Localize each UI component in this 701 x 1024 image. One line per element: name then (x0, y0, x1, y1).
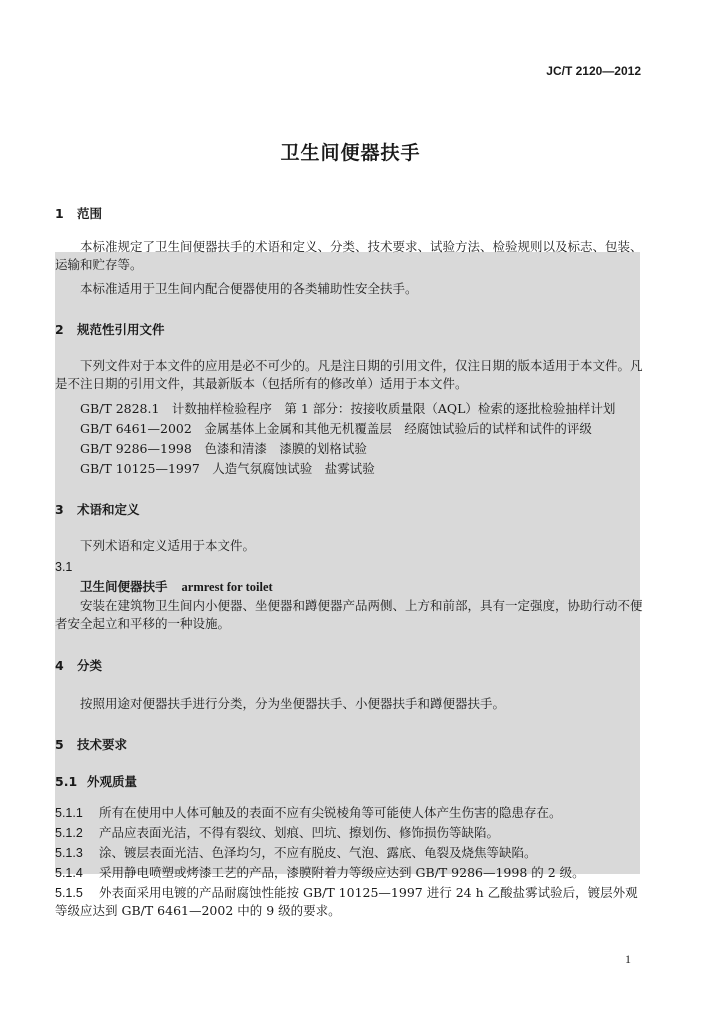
clause-text: 涂、镀层表面光洁、色泽均匀，不应有脱皮、气泡、露底、龟裂及烧焦等缺陷。 (99, 845, 537, 860)
clause-number: 5.1.3 (55, 846, 83, 860)
section-4-heading (55, 656, 102, 674)
section-1-paragraph-1: 本标准规定了卫生间便器扶手的术语和定义、分类、技术要求、试验方法、检验规则以及标志、包装、运输和贮存等。 (55, 239, 643, 272)
term-english: armrest for toilet (181, 580, 273, 594)
clause (55, 844, 537, 862)
section-number: 2 (55, 322, 64, 337)
subsection-5-1-heading (55, 772, 137, 790)
section-1-paragraph-2: 本标准适用于卫生间内配合便器使用的各类辅助性安全扶手。 (80, 281, 418, 296)
clause (55, 884, 643, 920)
term-definition: 安装在建筑物卫生间内小便器、坐便器和蹲便器产品两侧、上方和前部，具有一定强度，协助行动不便者安全起立和平移的一种设施。 (55, 598, 643, 631)
reference-item: GB/T 2828.1 计数抽样检验程序 第 1 部分：按接收质量限（AQL）检索的逐批检验抽样计划 (80, 401, 616, 416)
section-1-heading (55, 204, 102, 222)
section-4-paragraph: 按照用途对便器扶手进行分类，分为坐便器扶手、小便器扶手和蹲便器扶手。 (80, 696, 506, 711)
section-5-heading (55, 735, 127, 753)
clause-number: 5.1.5 (55, 886, 83, 900)
section-number: 3 (55, 502, 64, 517)
standard-number: JC/T 2120—2012 (546, 64, 641, 78)
section-number: 5 (55, 737, 64, 752)
reference-item: GB/T 9286—1998 色漆和清漆 漆膜的划格试验 (80, 441, 367, 456)
term-chinese: 卫生间便器扶手 (80, 579, 168, 594)
section-title: 范围 (77, 206, 103, 221)
section-2-heading (55, 320, 165, 338)
clause-text: 所有在使用中人体可触及的表面不应有尖锐棱角等可能使人体产生伤害的隐患存在。 (99, 805, 562, 820)
clause-text: 产品应表面光洁，不得有裂纹、划痕、凹坑、擦划伤、修饰损伤等缺陷。 (99, 825, 500, 840)
section-number: 1 (55, 206, 64, 221)
clause-number: 5.1.1 (55, 806, 83, 820)
clause-number: 5.1.4 (55, 866, 83, 880)
section-title: 术语和定义 (77, 502, 140, 517)
term-heading (80, 577, 273, 595)
clause-number: 5.1.2 (55, 826, 83, 840)
term-number: 3.1 (55, 560, 73, 574)
reference-item: GB/T 6461—2002 金属基体上金属和其他无机覆盖层 经腐蚀试验后的试样和试件的评级 (80, 421, 592, 436)
section-3-intro: 下列术语和定义适用于本文件。 (80, 538, 256, 553)
section-3-heading (55, 500, 140, 518)
clause-text: 采用静电喷塑或烤漆工艺的产品，漆膜附着力等级应达到 GB/T 9286—1998 的 2 级。 (99, 865, 585, 880)
clause (55, 864, 585, 882)
section-title: 规范性引用文件 (77, 322, 165, 337)
subsection-title: 外观质量 (87, 774, 138, 789)
section-2-intro: 下列文件对于本文件的应用是必不可少的。凡是注日期的引用文件，仅注日期的版本适用于本文件。凡是不注日期的引用文件，其最新版本（包括所有的修改单）适用于本文件。 (55, 358, 643, 391)
clause-text: 外表面采用电镀的产品耐腐蚀性能按 GB/T 10125—1997 进行 24 h 乙酸盐雾试验后，镀层外观等级应达到 GB/T 6461—2002 中的 9 级的要求。 (55, 885, 638, 918)
section-number: 4 (55, 658, 64, 673)
clause (55, 804, 562, 822)
clause (55, 824, 499, 842)
page-title: 卫生间便器扶手 (280, 142, 421, 164)
section-title: 分类 (77, 658, 103, 673)
section-title: 技术要求 (77, 737, 128, 752)
reference-item: GB/T 10125—1997 人造气氛腐蚀试验 盐雾试验 (80, 461, 375, 476)
subsection-number: 5.1 (55, 774, 78, 789)
page-number: 1 (625, 952, 631, 966)
